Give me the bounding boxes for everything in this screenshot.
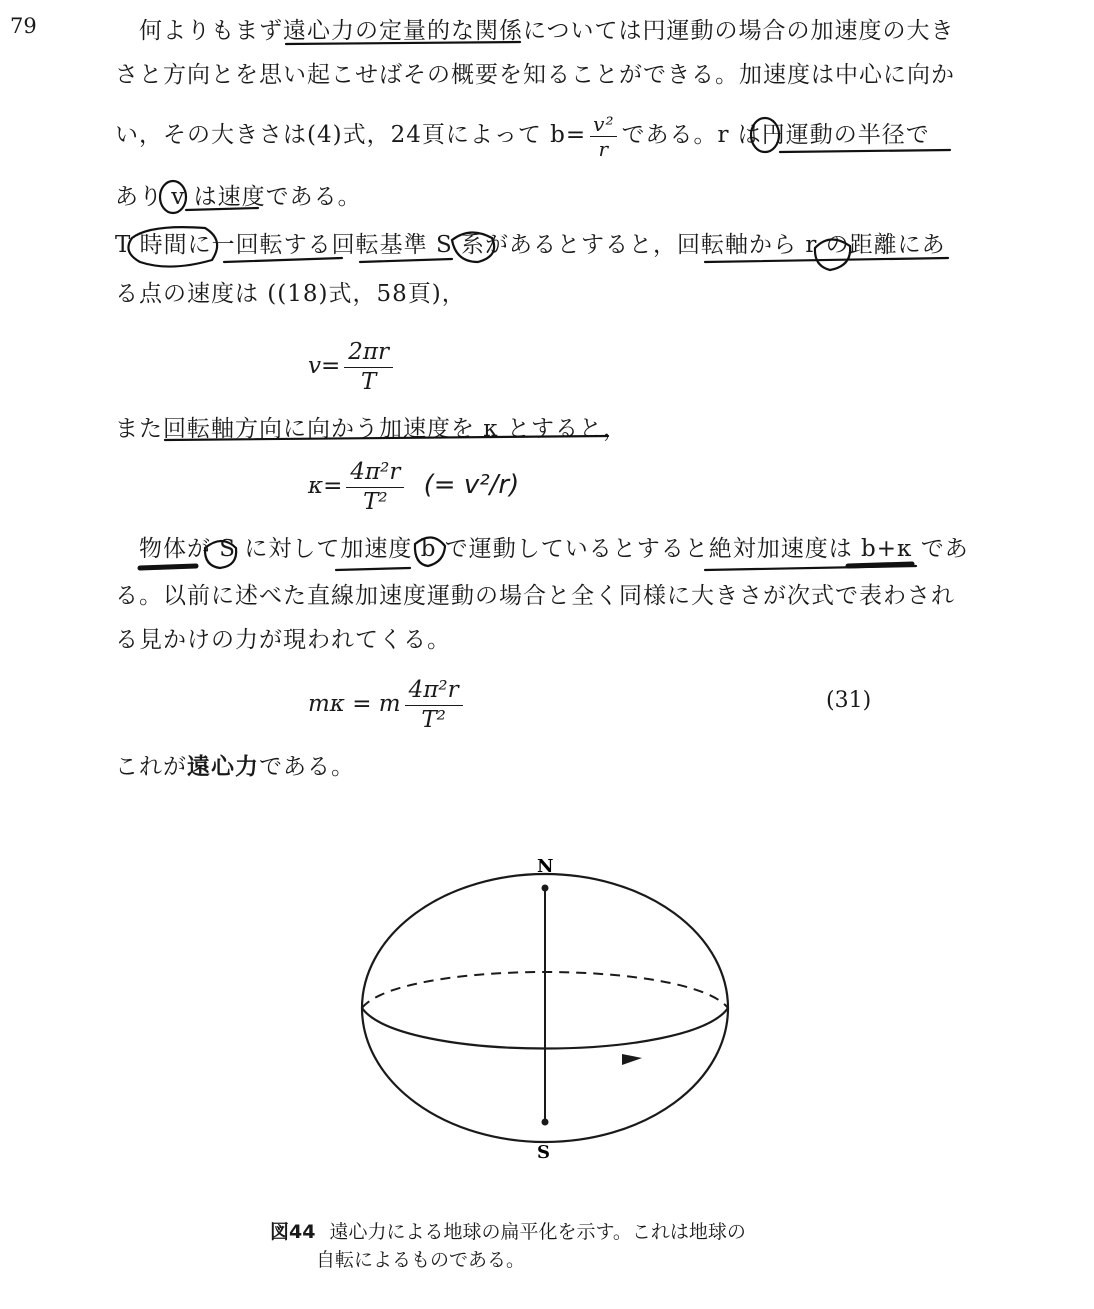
paragraph-1-line-3: い，その大きさは(4)式，24頁によって b= $\frac{\text{v²}}{r}$ である。r は円運動の半径で bbox=[115, 111, 930, 161]
figure-label: 図44 bbox=[270, 1221, 316, 1243]
equation-31: mκ = m $\frac{\text{4π²r}}{\text{T²}}$ bbox=[308, 676, 467, 734]
paragraph-4-line-2: る。以前に述べた直線加速度運動の場合と全く同様に大きさが次式で表わされ bbox=[115, 583, 955, 609]
figure-caption: 図44 遠心力による地球の扁平化を示す。これは地球の 自転によるものである。 bbox=[270, 1221, 746, 1271]
handwritten-note: (= v²/r) bbox=[423, 470, 520, 500]
paragraph-2-line-1: T 時間に一回転する回転基準 S 系があるとすると，回転軸から r の距離にあ bbox=[115, 232, 946, 258]
paragraph-5: これが遠心力である。 bbox=[115, 754, 355, 780]
paragraph-4-line-1: 物体が S に対して加速度 b で運動しているとすると絶対加速度は b+κ であ bbox=[139, 536, 969, 562]
paragraph-1-line-2: さと方向とを思い起こせばその概要を知ることができる。加速度は中心に向か bbox=[115, 62, 955, 88]
rotation-arrow-icon bbox=[622, 1054, 642, 1065]
figure-44-oblate-earth bbox=[340, 850, 750, 1170]
equation-number: (31) bbox=[826, 688, 872, 713]
page-number: 79 bbox=[10, 14, 37, 38]
equation-kappa: κ= $\frac{\text{4π²r}}{\text{T²}}$ (= v²/r) bbox=[308, 459, 520, 515]
equation-velocity: v= $\frac{2\pi r}{T}$ bbox=[308, 338, 397, 396]
paragraph-1-line-4: あり v は速度である。 bbox=[115, 184, 362, 210]
paragraph-1-line-1: 何よりもまず遠心力の定量的な関係については円運動の場合の加速度の大き bbox=[139, 18, 955, 44]
south-label: S bbox=[537, 1142, 550, 1163]
fraction-v2-over-r: $\frac{\text{v²}}{r}$ bbox=[590, 112, 617, 161]
paragraph-4-line-3: る見かけの力が現われてくる。 bbox=[115, 627, 451, 653]
paragraph-2-line-2: る点の速度は ((18)式，58頁)， bbox=[115, 281, 466, 307]
north-label: N bbox=[537, 856, 554, 877]
paragraph-3-line-1: また回転軸方向に向かう加速度を κ とすると， bbox=[115, 416, 627, 442]
north-pole-dot bbox=[542, 885, 549, 892]
south-pole-dot bbox=[542, 1119, 549, 1126]
